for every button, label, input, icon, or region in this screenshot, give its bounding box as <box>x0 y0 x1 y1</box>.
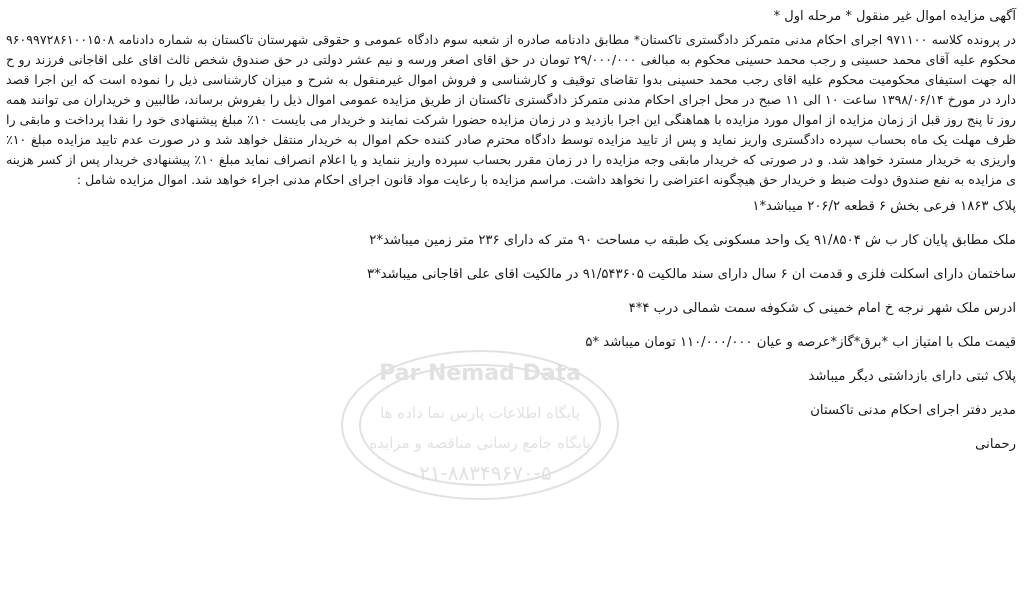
list-item: پلاک ثبتی دارای بازداشتی دیگر میباشد <box>808 369 1016 384</box>
svg-text:Par Nemad Data: Par Nemad Data <box>379 361 581 386</box>
list-item: پلاک ۱۸۶۳ فرعی بخش ۶ قطعه ۲۰۶/۲ میباشد*۱ <box>752 199 1016 214</box>
list-item: ادرس ملک شهر نرجه خ امام خمینی ک شکوفه سمت شمالی درب ۴*۴ <box>628 301 1016 316</box>
svg-text:پایگاه اطلاعات پارس نما داده ه: پایگاه اطلاعات پارس نما داده ها <box>380 404 580 422</box>
signature-name: رحمانی <box>975 437 1016 452</box>
list-item: ملک مطابق پایان کار ب ش ۹۱/۸۵۰۴ یک واحد مسکونی یک طبقه ب مساحت ۹۰ متر که دارای ۲۳۶ متر زمین میباشد*۲ <box>369 233 1016 248</box>
auction-notice <box>6 6 1016 466</box>
signature-office: مدیر دفتر اجرای احکام مدنی تاکستان <box>810 403 1016 418</box>
svg-text:۰۲۱-۸۸۳۴۹۶۷۰-۵: ۰۲۱-۸۸۳۴۹۶۷۰-۵ <box>408 461 552 485</box>
notice-title: آگهی مزایده اموال غیر منقول * مرحله اول * <box>773 9 1016 24</box>
svg-text:پایگاه جامع رسانی مناقصه و مزا: پایگاه جامع رسانی مناقصه و مزایده <box>369 434 591 452</box>
notice-body: در پرونده کلاسه ۹۷۱۱۰۰ اجرای احکام مدنی متمرکز دادگستری تاکستان* مطابق دادنامه صادره از شعبه سوم دادگاه عمومی و حقوقی شهرستان تاکستان به شماره دادنامه ۹۶۰۹۹۷۲۸۶۱۰۰۱۵۰۸ محکوم علیه آقای محمد حسینی و رجب محمد حسینی محکوم به مبالغی ۲۹/۰۰۰/۰۰۰ تومان در حق اقای اصغر ورسه و نیم عشر دولتی در حق صندوق شخص ثالث اقای علی اقاجانی فرزند رو ح اله جهت استیفای محکومیت محکوم علیه اقای رجب محمد حسینی بدوا تقاضای توقیف و کارشناسی و فروش اموال غیرمنقول به شرح و میزان کارشناسی ذیل را نموده است که این اجرا قصد دارد در مورخ ۱۳۹۸/۰۶/۱۴ ساعت ۱۰ الی ۱۱ صبح در محل اجرای احکام مدنی متمرکز دادگستری تاکستان از طریق مزایده عمومی اموال ذیل را بفروش برساند، طالبین و خریداران می توانند همه روز تا پنج روز قبل از زمان مزایده از اموال مورد مزایده با هماهنگی این اجرا بازدید و در زمان مزایده حضورا شرکت نمایند و خریدار می بایست ۱۰٪ مبلغ پیشنهادی خود را نقدا پرداخت و مابقی را ظرف مهلت یک ماه بحساب سپرده دادگستری واریز نماید و پس از تایید مزایده توسط دادگاه محترم صادر کننده حکم اموال به خریدار منتقل خواهد شد و در صورت عدم تایید مزایده مبلغ ۱۰٪ واریزی به خریدار مسترد خواهد شد. و در صورتی که خریدار مابقی وجه مزایده را در زمان مقرر بحساب سپرده واریز ننماید و یا اعلام انصراف نماید مبلغ ۱۰٪ پیشنهادی خریدار پس از کسر هزینه ی مزایده به نفع صندوق دولت ضبط و خریدار حق هیچگونه اعتراضی را نخواهد داشت. مراسم مزایده با رعایت مواد قانون اجرای احکام مدنی اجراء خواهد شد. اموال مزایده شامل : <box>6 32 1017 187</box>
list-item: ساختمان دارای اسکلت فلزی و قدمت ان ۶ سال دارای سند مالکیت ۹۱/۵۴۳۶۰۵ در مالکیت اقای علی اقاجانی میباشد*۳ <box>366 267 1016 282</box>
list-item: قیمت ملک با امتیاز اب *برق*گاز*عرصه و عیان ۱۱۰/۰۰۰/۰۰۰ تومان میباشد *۵ <box>585 335 1016 350</box>
